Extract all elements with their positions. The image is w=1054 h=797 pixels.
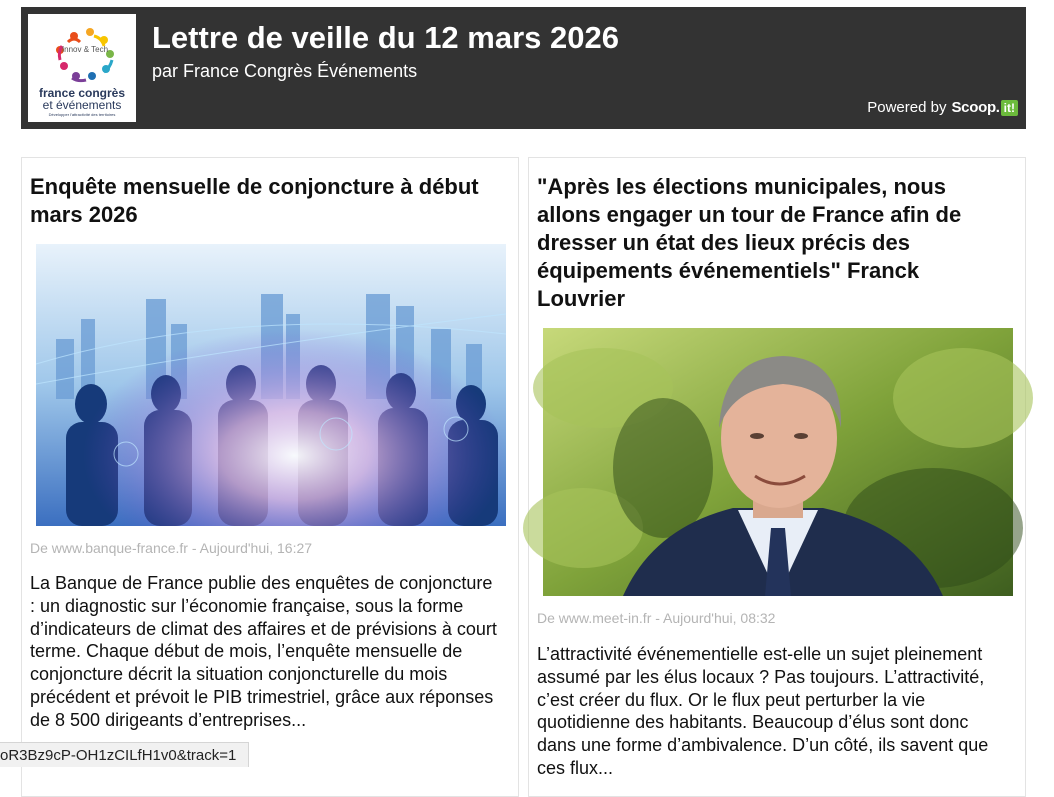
article-excerpt: L’attractivité événementielle est-elle un sujet pleinement assumé par les élus locaux ? Pas toujours. L’attractivité, c’est créer du flux. Or le flux peut perturber la vie quotidienne des habitants. Beaucoup d’élus sont donc dans une forme d’ambivalence. D’un côté, ils savent que ces flux... bbox=[537, 644, 989, 778]
logo-brand-line2: et événements bbox=[42, 98, 122, 112]
france-congres-logo[interactable] bbox=[28, 14, 136, 122]
status-bar-url: oR3Bz9cP-OH1zCILfH1v0&track=1 bbox=[0, 742, 249, 767]
article-title-link[interactable]: Enquête mensuelle de conjoncture à début mars 2026 bbox=[30, 174, 479, 227]
article-title-link[interactable]: "Après les élections municipales, nous allons engager un tour de France afin de dresser un état des lieux précis des équipements événementiels" Franck Louvrier bbox=[537, 174, 962, 311]
newsletter-title: Lettre de veille du 12 mars 2026 bbox=[152, 20, 619, 55]
svg-text:Développer l'attractivité des: Développer l'attractivité des territoires bbox=[48, 112, 116, 117]
newsletter-header bbox=[21, 7, 1026, 129]
article-card bbox=[21, 157, 519, 797]
scoopit-it-badge: it! bbox=[1001, 100, 1018, 116]
powered-by-label: Powered by bbox=[867, 99, 947, 116]
powered-by-scoopit-link[interactable] bbox=[867, 99, 1018, 116]
article-source[interactable]: De www.meet-in.fr - Aujourd'hui, 08:32 bbox=[537, 610, 776, 626]
business-people-city-skyline-image[interactable] bbox=[36, 244, 506, 526]
franck-louvrier-portrait-image[interactable] bbox=[543, 328, 1013, 596]
newsletter-subtitle: par France Congrès Événements bbox=[152, 61, 418, 81]
article-card bbox=[528, 157, 1026, 797]
logo-graphic bbox=[28, 14, 136, 122]
scoopit-logo-text: Scoop. bbox=[951, 99, 1000, 116]
article-excerpt: La Banque de France publie des enquêtes de conjoncture : un diagnostic sur l’économie française, sous la forme d’indicateurs de climat des affaires et de prévisions à court terme. Chaque début de mois, l’enquête mensuelle de conjoncture décrit la situation conjoncturelle du mois précédent et prévoit le PIB trimestriel, grâce aux réponses de 8 500 dirigeants d’entreprises... bbox=[30, 573, 497, 730]
article-source[interactable]: De www.banque-france.fr - Aujourd'hui, 16:27 bbox=[30, 540, 313, 556]
logo-brand-line1: france congrès bbox=[38, 86, 126, 100]
article-image-graphic bbox=[36, 244, 506, 526]
article-image-graphic bbox=[543, 328, 1013, 596]
svg-text:Innov & Tech: Innov & Tech bbox=[61, 45, 109, 54]
